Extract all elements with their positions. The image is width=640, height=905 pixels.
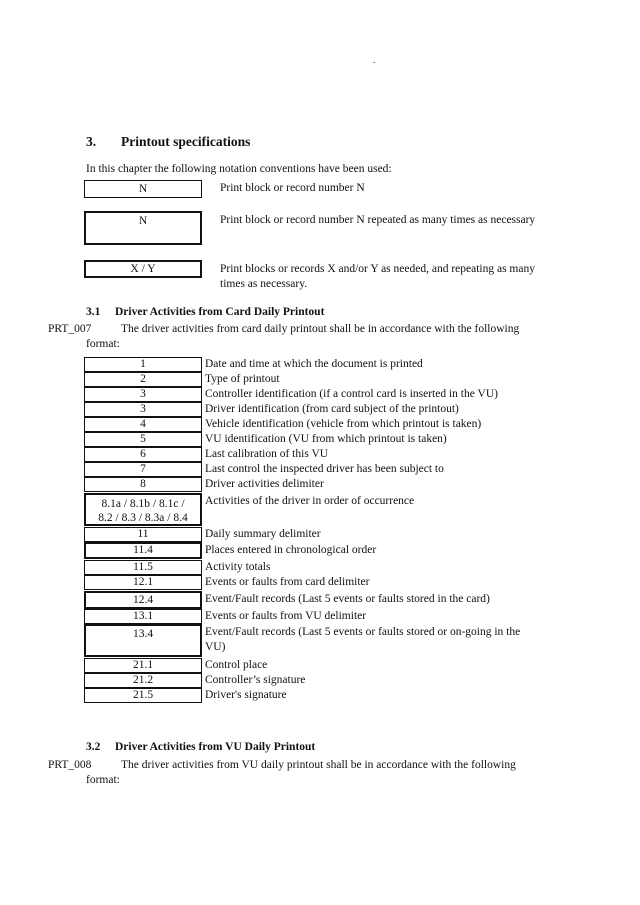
requirement-id: PRT_008 — [48, 759, 92, 771]
stray-mark: . — [373, 55, 376, 65]
section-title: Printout specifications — [121, 134, 251, 149]
block-description: Daily summary delimiter — [205, 528, 321, 540]
block-box: 21.5 — [84, 688, 202, 703]
block-description: VU identification (VU from which printout is taken) — [205, 433, 447, 445]
block-description: Vehicle identification (vehicle from which printout is taken) — [205, 418, 482, 430]
requirement-text: The driver activities from card daily printout shall be in accordance with the following — [121, 323, 520, 335]
block-box: 1 — [84, 357, 202, 372]
block-description: Event/Fault records (Last 5 events or faults stored in the card) — [205, 593, 490, 605]
requirement-id: PRT_007 — [48, 323, 92, 335]
block-box: 11 — [84, 527, 202, 542]
block-box-repeated: 13.4 — [84, 624, 202, 657]
legend-text-either: Print blocks or records X and/or Y as needed, and repeating as many times as necessary. — [220, 263, 535, 290]
block-description-line: VU) — [205, 641, 226, 653]
block-description: Control place — [205, 659, 268, 671]
legend-box-single: N — [84, 180, 202, 198]
block-box: 21.2 — [84, 673, 202, 688]
block-description: Driver's signature — [205, 689, 287, 701]
block-box: 3 — [84, 402, 202, 417]
block-description: Events or faults from card delimiter — [205, 576, 370, 588]
subsection-title: Driver Activities from VU Daily Printout — [115, 741, 316, 753]
block-description: Places entered in chronological order — [205, 544, 377, 556]
block-box: 8 — [84, 477, 202, 492]
intro-text: In this chapter the following notation conventions have been used: — [86, 163, 392, 175]
block-description: Events or faults from VU delimiter — [205, 610, 367, 622]
subsection-number: 3.1 — [86, 306, 101, 318]
block-box: 2 — [84, 372, 202, 387]
block-description: Type of printout — [205, 373, 280, 385]
block-description — [205, 625, 555, 655]
block-description: Controller identification (if a control card is inserted in the VU) — [205, 388, 498, 400]
block-box-line: 8.1a / 8.1b / 8.1c / — [101, 498, 185, 510]
legend-box-repeated: N — [84, 211, 202, 245]
block-description: Activities of the driver in order of occurrence — [205, 495, 415, 507]
block-description: Driver activities delimiter — [205, 478, 324, 490]
legend-text-single: Print block or record number N — [220, 182, 365, 194]
subsection-number: 3.2 — [86, 741, 101, 753]
subsection-title: Driver Activities from Card Daily Printout — [115, 306, 325, 318]
requirement-text-cont: format: — [86, 338, 120, 350]
block-description: Driver identification (from card subject of the printout) — [205, 403, 459, 415]
block-box-line: 8.2 / 8.3 / 8.3a / 8.4 — [98, 512, 188, 524]
block-box: 12.1 — [84, 575, 202, 590]
block-description: Controller’s signature — [205, 674, 306, 686]
block-box-repeated — [84, 493, 202, 526]
legend-text-repeated: Print block or record number N repeated as many times as necessary — [220, 214, 536, 226]
block-description: Date and time at which the document is printed — [205, 358, 423, 370]
block-description-line: Event/Fault records (Last 5 events or faults stored or on-going in the — [205, 626, 521, 638]
block-box: 3 — [84, 387, 202, 402]
block-description: Last control the inspected driver has been subject to — [205, 463, 444, 475]
block-box: 11.5 — [84, 560, 202, 575]
legend-box-either: X / Y — [84, 260, 202, 278]
requirement-text: The driver activities from VU daily printout shall be in accordance with the following — [121, 759, 516, 771]
block-description: Activity totals — [205, 561, 271, 573]
block-box-repeated: 11.4 — [84, 542, 202, 559]
block-box-repeated: 12.4 — [84, 591, 202, 609]
block-box: 7 — [84, 462, 202, 477]
block-box: 21.1 — [84, 658, 202, 673]
requirement-text-cont: format: — [86, 774, 120, 786]
block-box: 13.1 — [84, 609, 202, 624]
section-number: 3. — [86, 134, 97, 149]
block-box: 6 — [84, 447, 202, 462]
block-box: 5 — [84, 432, 202, 447]
block-description: Last calibration of this VU — [205, 448, 329, 460]
block-box: 4 — [84, 417, 202, 432]
